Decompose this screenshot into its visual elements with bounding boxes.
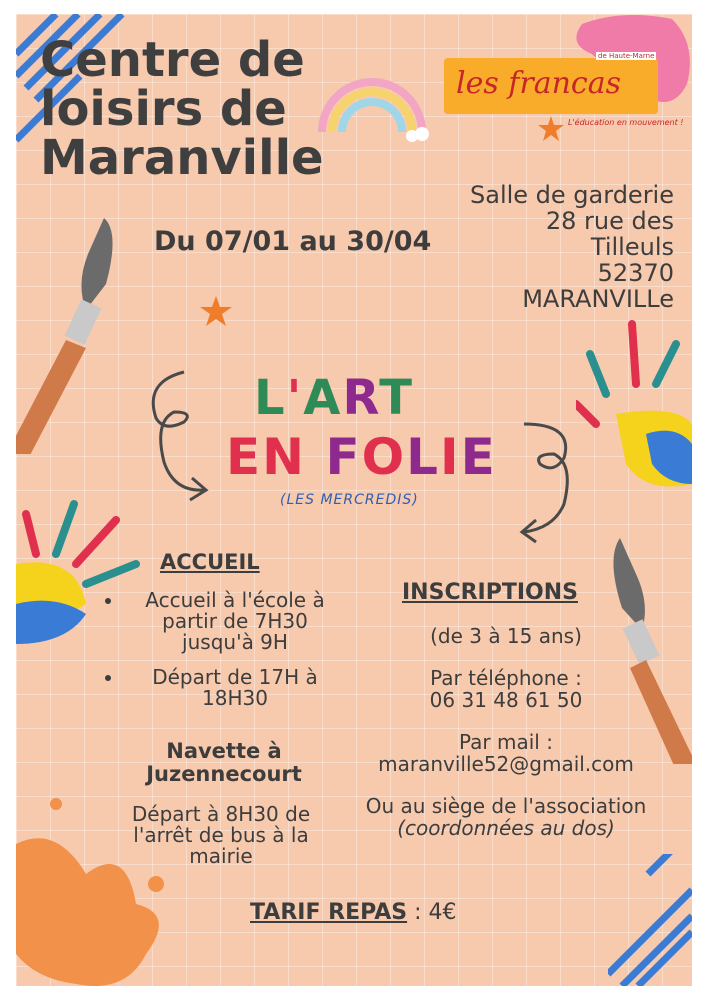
email-address: maranville52@gmail.com	[378, 752, 634, 776]
siege-text: Ou au siège de l'association	[365, 794, 647, 818]
star-icon-small	[536, 114, 566, 144]
theme-text-2: EN FOLIE	[226, 428, 497, 486]
page-title	[40, 32, 400, 186]
theme-subtitle: (LES MERCREDIS)	[280, 492, 419, 508]
list-item: • Accueil à l'école à partir de 7H30 jusqu'à 9H	[124, 590, 346, 653]
title-line-1: Centre de	[40, 32, 305, 88]
phone-number: 06 31 48 61 50	[429, 688, 583, 712]
address-block	[426, 182, 674, 312]
handprint-right	[576, 314, 692, 504]
accueil-heading: ACCUEIL	[160, 550, 260, 574]
logo-tagline: L'éducation en mouvement !	[568, 118, 684, 127]
logo-text: les francas	[456, 66, 622, 101]
date-range: Du 07/01 au 30/04	[154, 226, 432, 257]
address-line-1: Salle de garderie	[470, 181, 674, 209]
mail-label: Par mail :	[459, 730, 553, 754]
logo-region: de Haute-Marne	[598, 52, 655, 60]
navette-text: Départ à 8H30 de l'arrêt de bus à la mairie	[131, 802, 311, 868]
tarif-repas	[250, 900, 457, 925]
address-line-4: 52370	[597, 259, 674, 287]
address-line-5: MARANVILLe	[522, 285, 674, 313]
tarif-value: : 4€	[407, 900, 457, 925]
title-line-2: loisirs de	[40, 81, 287, 137]
siege-note: (coordonnées au dos)	[397, 816, 615, 840]
inscriptions-heading: INSCRIPTIONS	[402, 580, 578, 605]
title-line-3: Maranville	[40, 130, 324, 186]
address-line-3: Tilleuls	[590, 233, 674, 261]
curly-arrow-left	[144, 362, 230, 512]
age-range: (de 3 à 15 ans)	[430, 624, 582, 648]
blue-stripes-bottom-right	[608, 854, 692, 986]
theme-line-1	[254, 370, 414, 426]
accueil-list	[106, 590, 346, 723]
phone-label: Par téléphone :	[430, 666, 582, 690]
address-line-2: 28 rue des	[545, 207, 674, 235]
paintbrush-right	[606, 534, 692, 764]
tarif-label: TARIF REPAS	[250, 900, 408, 925]
theme-line-2	[226, 428, 497, 486]
paintbrush-left	[16, 214, 126, 454]
theme-text-1: L'ART	[254, 370, 415, 426]
star-icon	[198, 294, 234, 330]
poster	[16, 14, 692, 986]
list-item: • Départ de 17H à 18H30	[124, 667, 346, 709]
navette-heading: Navette à Juzennecourt	[146, 739, 302, 786]
curly-arrow-right	[494, 414, 584, 544]
